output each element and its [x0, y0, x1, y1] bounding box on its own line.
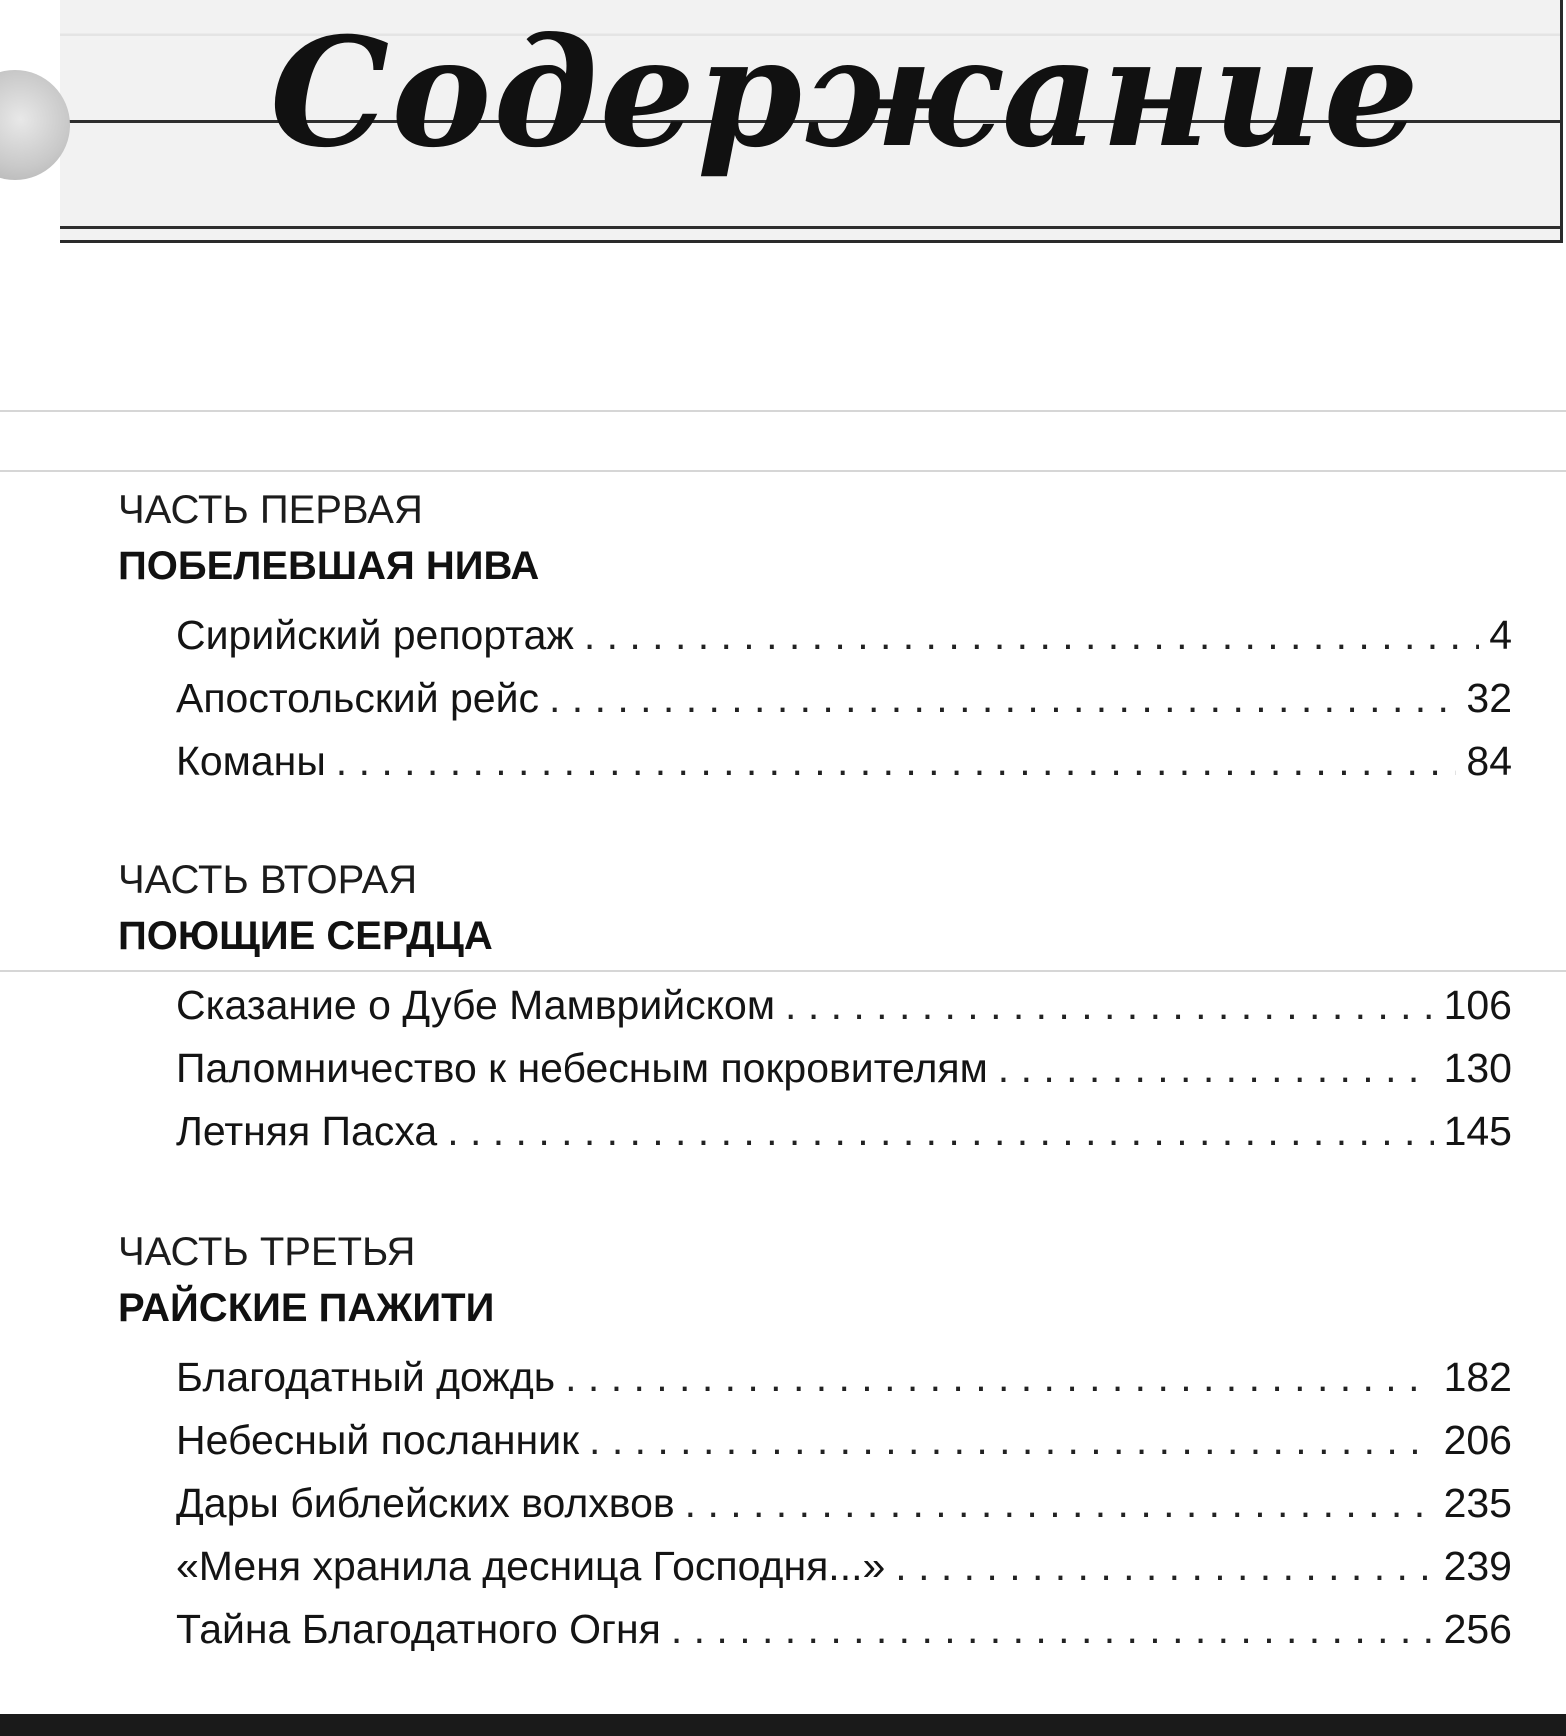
- dot-leader: [895, 1543, 1433, 1590]
- part-1-heading: [118, 482, 539, 594]
- page-number: 206: [1443, 1417, 1512, 1463]
- part-title: РАЙСКИЕ ПАЖИТИ: [118, 1286, 495, 1330]
- toc-entry[interactable]: [176, 1606, 1512, 1669]
- toc-entry[interactable]: [176, 1045, 1512, 1108]
- entry-title: Сирийский репортаж: [176, 612, 574, 658]
- dot-leader: [685, 1480, 1434, 1527]
- page-title: Содержание: [270, 5, 1421, 181]
- toc-list-part-2: [176, 982, 1512, 1171]
- toc-entry[interactable]: [176, 675, 1512, 738]
- bleed-line: [0, 470, 1566, 472]
- page-number: 4: [1489, 612, 1512, 658]
- part-title: ПОЮЩИЕ СЕРДЦА: [118, 914, 493, 958]
- dot-leader: [584, 612, 1479, 659]
- toc-entry[interactable]: [176, 1543, 1512, 1606]
- toc-entry[interactable]: [176, 1354, 1512, 1417]
- page-number: 182: [1443, 1354, 1512, 1400]
- entry-title: Апостольский рейс: [176, 675, 539, 721]
- entry-title: Небесный посланник: [176, 1417, 580, 1463]
- entry-title: «Меня хранила десница Господня...»: [176, 1543, 886, 1589]
- part-label: ЧАСТЬ ПЕРВАЯ: [118, 488, 423, 532]
- dot-leader: [589, 1417, 1434, 1464]
- entry-title: Дары библейских волхвов: [176, 1480, 675, 1526]
- toc-entry[interactable]: [176, 738, 1512, 801]
- dot-leader: [447, 1108, 1433, 1155]
- entry-title: Тайна Благодатного Огня: [176, 1606, 661, 1652]
- toc-entry[interactable]: [176, 612, 1512, 675]
- page-number: 256: [1443, 1606, 1512, 1652]
- entry-title: Команы: [176, 738, 326, 784]
- page-number: 32: [1466, 675, 1512, 721]
- entry-title: Паломничество к небесным покровителям: [176, 1045, 988, 1091]
- part-label: ЧАСТЬ ВТОРАЯ: [118, 858, 418, 902]
- toc-entry[interactable]: [176, 1480, 1512, 1543]
- entry-title: Благодатный дождь: [176, 1354, 556, 1400]
- dot-leader: [785, 982, 1434, 1029]
- page-number: 235: [1443, 1480, 1512, 1526]
- page-number: 130: [1443, 1045, 1512, 1091]
- page-number: 106: [1443, 982, 1512, 1028]
- part-3-heading: [118, 1224, 494, 1336]
- page-number: 145: [1443, 1108, 1512, 1154]
- toc-list-part-3: [176, 1354, 1512, 1669]
- banner-rule: [60, 226, 1560, 229]
- dot-leader: [671, 1606, 1434, 1653]
- part-label: ЧАСТЬ ТРЕТЬЯ: [118, 1230, 416, 1274]
- page-number: 84: [1466, 738, 1512, 784]
- bleed-line: [0, 410, 1566, 412]
- toc-entry[interactable]: [176, 982, 1512, 1045]
- entry-title: Сказание о Дубе Мамврийском: [176, 982, 776, 1028]
- bleed-line: [0, 970, 1566, 972]
- page-number: 239: [1443, 1543, 1512, 1589]
- dot-leader: [998, 1045, 1434, 1092]
- dot-leader: [336, 738, 1457, 785]
- toc-entry[interactable]: [176, 1108, 1512, 1171]
- toc-list-part-1: [176, 612, 1512, 801]
- scan-edge: [0, 1714, 1566, 1736]
- toc-entry[interactable]: [176, 1417, 1512, 1480]
- dot-leader: [565, 1354, 1433, 1401]
- entry-title: Летняя Пасха: [176, 1108, 438, 1154]
- dot-leader: [549, 675, 1456, 722]
- part-title: ПОБЕЛЕВШАЯ НИВА: [118, 544, 540, 588]
- part-2-heading: [118, 852, 493, 964]
